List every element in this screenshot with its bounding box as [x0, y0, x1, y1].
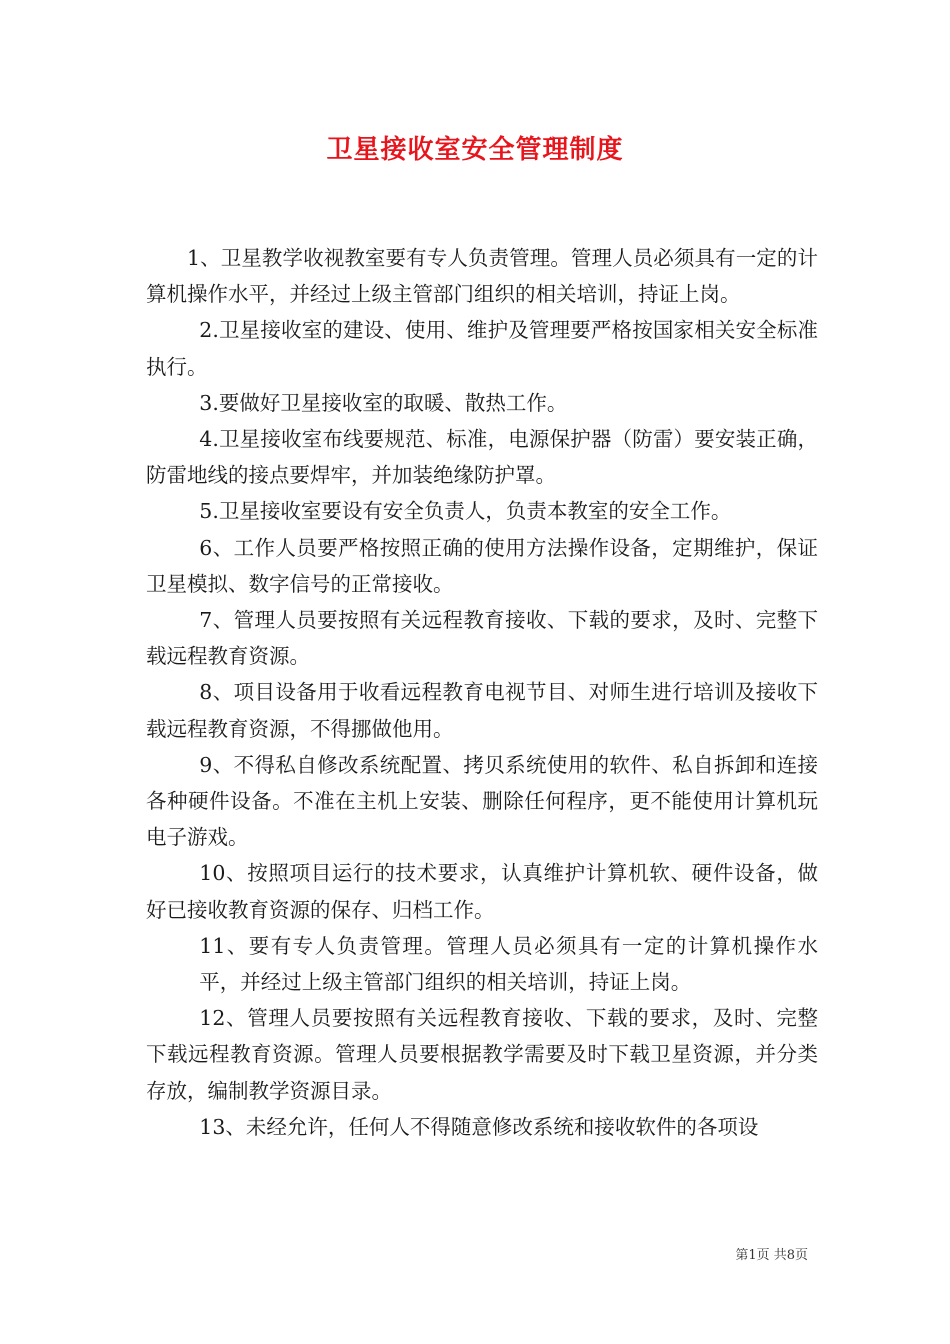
paragraph-7: 7、管理人员要按照有关远程教育接收、下载的要求，及时、完整下载远程教育资源。 [146, 608, 818, 669]
paragraph-4: 4.卫星接收室布线要规范、标准，电源保护器（防雷）要安装正确，防雷地线的接点要焊牢，并加装绝缘防护罩。 [146, 427, 818, 488]
document-body [146, 240, 818, 1145]
paragraph-10: 10、按照项目运行的技术要求，认真维护计算机软、硬件设备，做好已接收教育资源的保存、归档工作。 [146, 861, 818, 922]
paragraph-11: 11、要有专人负责管理。管理人员必须具有一定的计算机操作水平，并经过上级主管部门组织的相关培训，持证上岗。 [199, 933, 818, 995]
page-number-footer: 第1页 共8页 [735, 1248, 808, 1263]
paragraph-1: 1、卫星教学收视教室要有专人负责管理。管理人员必须具有一定的计算机操作水平，并经过上级主管部门组织的相关培训，持证上岗。 [146, 246, 818, 307]
paragraph-2: 2.卫星接收室的建设、使用、维护及管理要严格按国家相关安全标准执行。 [146, 318, 818, 379]
paragraph-8: 8、项目设备用于收看远程教育电视节目、对师生进行培训及接收下载远程教育资源，不得挪做他用。 [146, 680, 818, 741]
paragraph-13: 13、未经允许，任何人不得随意修改系统和接收软件的各项设 [199, 1114, 759, 1139]
paragraph-5: 5.卫星接收室要设有安全负责人，负责本教室的安全工作。 [199, 499, 732, 524]
paragraph-6: 6、工作人员要严格按照正确的使用方法操作设备，定期维护，保证卫星模拟、数字信号的正常接收。 [146, 535, 818, 596]
paragraph-9: 9、不得私自修改系统配置、拷贝系统使用的软件、私自拆卸和连接各种硬件设备。不准在主机上安装、删除任何程序，更不能使用计算机玩电子游戏。 [146, 752, 818, 850]
paragraph-3: 3.要做好卫星接收室的取暖、散热工作。 [199, 390, 568, 415]
document-title: 卫星接收室安全管理制度 [326, 135, 624, 165]
paragraph-12: 12、管理人员要按照有关远程教育接收、下载的要求，及时、完整下载远程教育资源。管理人员要根据教学需要及时下载卫星资源，并分类存放，编制教学资源目录。 [146, 1006, 818, 1103]
